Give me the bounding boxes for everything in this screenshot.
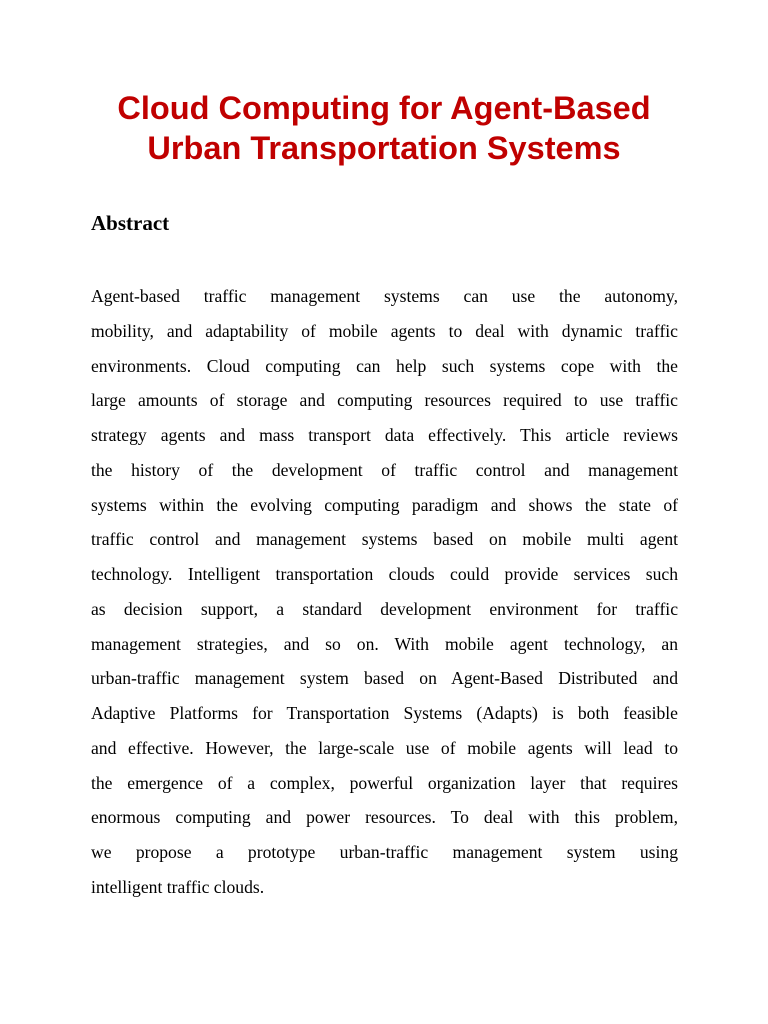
abstract-line: intelligent traffic clouds. — [91, 876, 265, 897]
abstract-line: systems within the evolving computing paradigm and shows the state of — [91, 494, 678, 515]
abstract-heading: Abstract — [91, 211, 170, 235]
document-title — [60, 88, 708, 168]
abstract-line: Adaptive Platforms for Transportation Systems (Adapts) is both feasible — [91, 703, 678, 723]
abstract-line: the emergence of a complex, powerful organization layer that requires — [91, 772, 678, 793]
abstract-line: mobility, and adaptability of mobile agents to deal with dynamic traffic — [91, 320, 678, 341]
title-line: Urban Transportation Systems — [147, 130, 621, 166]
abstract-line: large amounts of storage and computing resources required to use traffic — [91, 390, 678, 411]
abstract-line: we propose a prototype urban-traffic management system using — [91, 842, 678, 862]
abstract-line: as decision support, a standard development environment for traffic — [91, 598, 678, 619]
abstract-body — [91, 279, 678, 905]
abstract-line: technology. Intelligent transportation clouds could provide services such — [91, 564, 678, 584]
title-line: Cloud Computing for Agent-Based — [117, 90, 651, 126]
abstract-line: the history of the development of traffic control and management — [91, 459, 678, 480]
abstract-line: environments. Cloud computing can help such systems cope with the — [91, 355, 678, 376]
abstract-line: management strategies, and so on. With mobile agent technology, an — [91, 633, 678, 654]
abstract-line: enormous computing and power resources. To deal with this problem, — [91, 807, 678, 828]
abstract-line: traffic control and management systems based on mobile multi agent — [91, 529, 678, 550]
abstract-line: strategy agents and mass transport data effectively. This article reviews — [91, 425, 678, 445]
abstract-line: urban-traffic management system based on Agent-Based Distributed and — [91, 668, 678, 689]
abstract-line: Agent-based traffic management systems can use the autonomy, — [91, 286, 678, 306]
abstract-line: and effective. However, the large-scale use of mobile agents will lead to — [91, 737, 678, 758]
